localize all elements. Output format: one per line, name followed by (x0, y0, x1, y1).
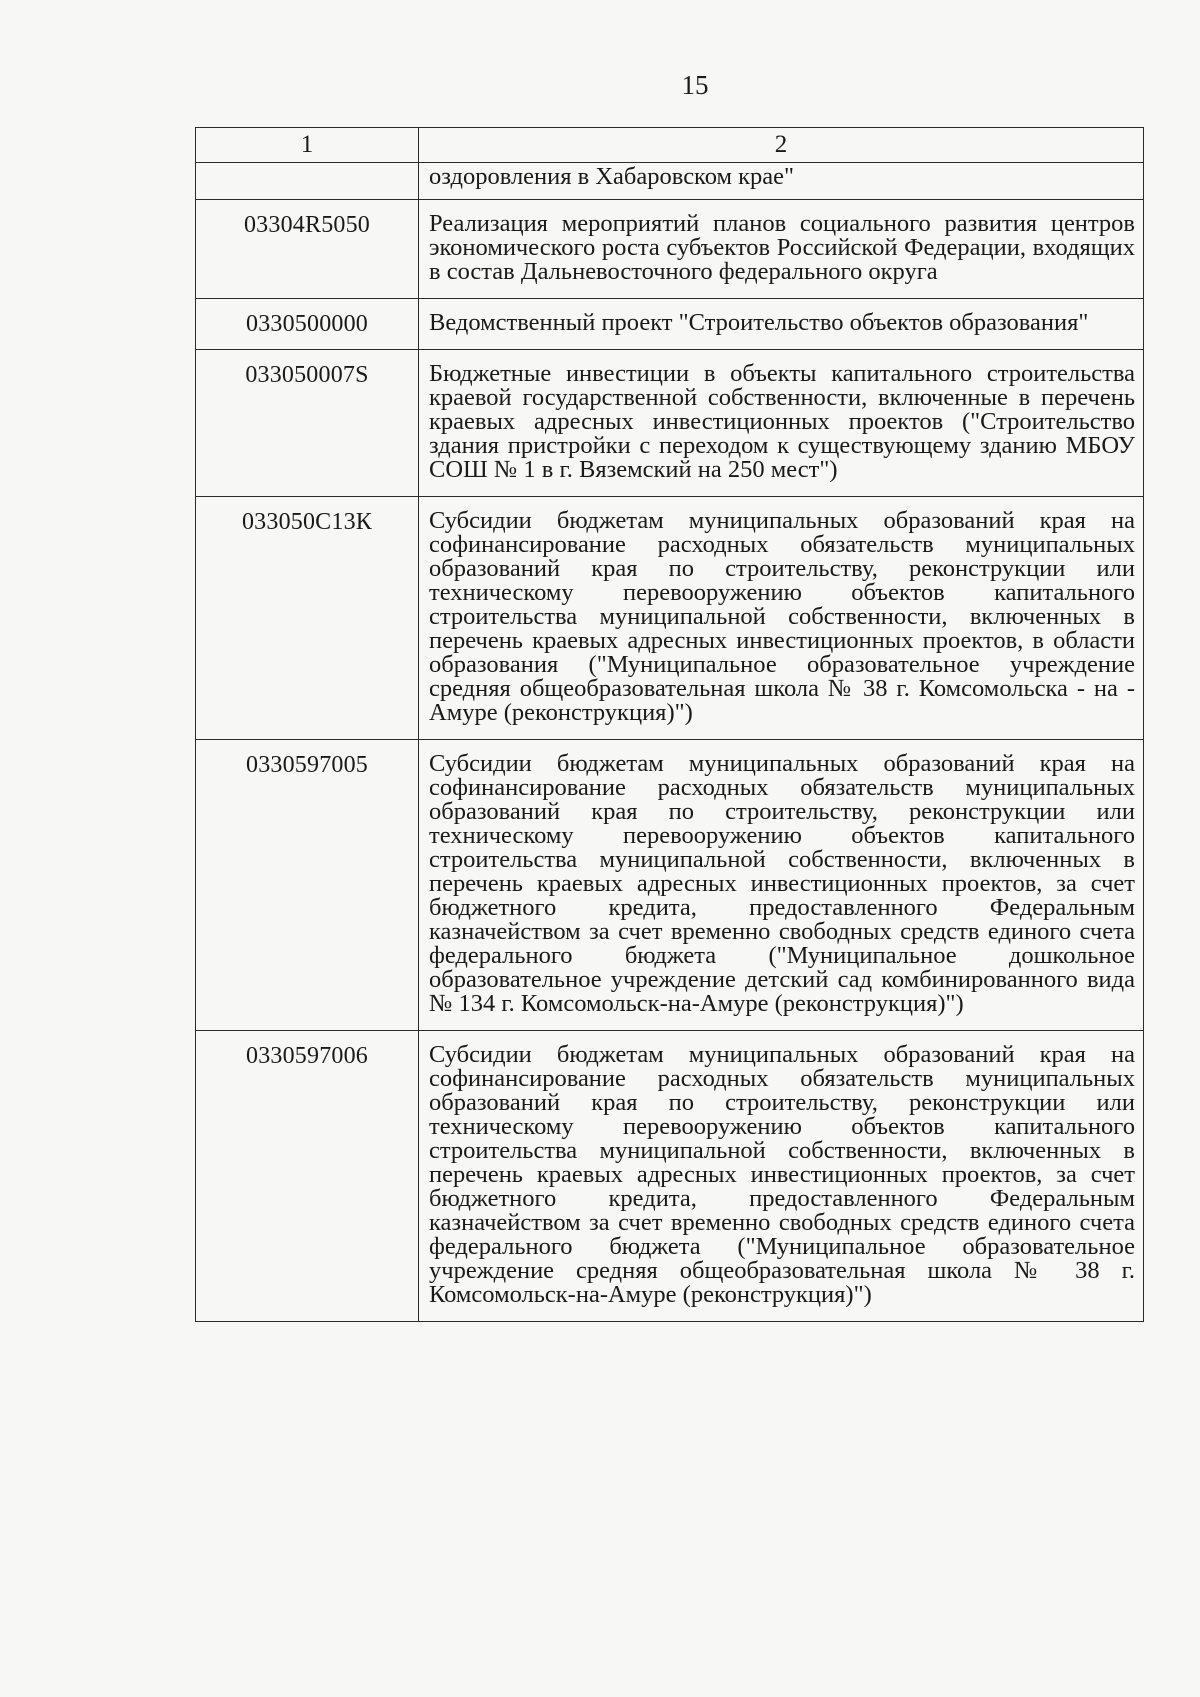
table-row (196, 200, 1144, 299)
budget-classification-table (195, 127, 1144, 1322)
code-cell: 033050С13К (196, 497, 419, 740)
description-cell: Субсидии бюджетам муниципальных образований края на софинансирование расходных обязательств муниципальных образований края по строительству, реконструкции или техническому перевооружению объектов капитального строительства муниципальной собственности, включенных в перечень краевых адресных инвестиционных проектов, в области образования ("Муниципальное образовательное учреждение средняя общеобразовательная школа № 38 г. Комсомольска - на - Амуре (реконструкция)") (419, 497, 1144, 740)
description-cell: Ведомственный проект "Строительство объектов образования" (419, 299, 1144, 350)
page-number: 15 (681, 70, 709, 100)
table-row (196, 299, 1144, 350)
description-cell: оздоровления в Хабаровском крае" (419, 163, 1144, 200)
description-cell: Субсидии бюджетам муниципальных образований края на софинансирование расходных обязательств муниципальных образований края по строительству, реконструкции или техническому перевооружению объектов капитального строительства муниципальной собственности, включенных в перечень краевых адресных инвестиционных проектов, за счет бюджетного кредита, предоставленного Федеральным казначейством за счет временно свободных средств единого счета федерального бюджета ("Муниципальное образовательное учреждение средняя общеобразовательная школа № 38 г. Комсомольск-на-Амуре (реконструкция)") (419, 1031, 1144, 1322)
code-cell (196, 163, 419, 200)
code-cell: 0330597006 (196, 1031, 419, 1322)
description-cell: Субсидии бюджетам муниципальных образований края на софинансирование расходных обязательств муниципальных образований края по строительству, реконструкции или техническому перевооружению объектов капитального строительства муниципальной собственности, включенных в перечень краевых адресных инвестиционных проектов, за счет бюджетного кредита, предоставленного Федеральным казначейством за счет временно свободных средств единого счета федерального бюджета ("Муниципальное дошкольное образовательное учреждение детский сад комбинированного вида № 134 г. Комсомольск-на-Амуре (реконструкция)") (419, 740, 1144, 1031)
description-cell: Бюджетные инвестиции в объекты капитального строительства краевой государственной собственности, включенные в перечень краевых адресных инвестиционных проектов ("Строительство здания пристройки с переходом к существующему зданию МБОУ СОШ № 1 в г. Вяземский на 250 мест") (419, 350, 1144, 497)
table-row (196, 497, 1144, 740)
code-cell: 0330597005 (196, 740, 419, 1031)
table-row (196, 163, 1144, 200)
table-row (196, 350, 1144, 497)
column-header-1: 1 (196, 128, 419, 163)
table-row (196, 1031, 1144, 1322)
table-row (196, 740, 1144, 1031)
code-cell: 03304R5050 (196, 200, 419, 299)
description-cell: Реализация мероприятий планов социального развития центров экономического роста субъектов Российской Федерации, входящих в состав Дальневосточного федерального округа (419, 200, 1144, 299)
column-header-2: 2 (419, 128, 1144, 163)
code-cell: 033050007S (196, 350, 419, 497)
code-cell: 0330500000 (196, 299, 419, 350)
table-header-row (196, 128, 1144, 163)
